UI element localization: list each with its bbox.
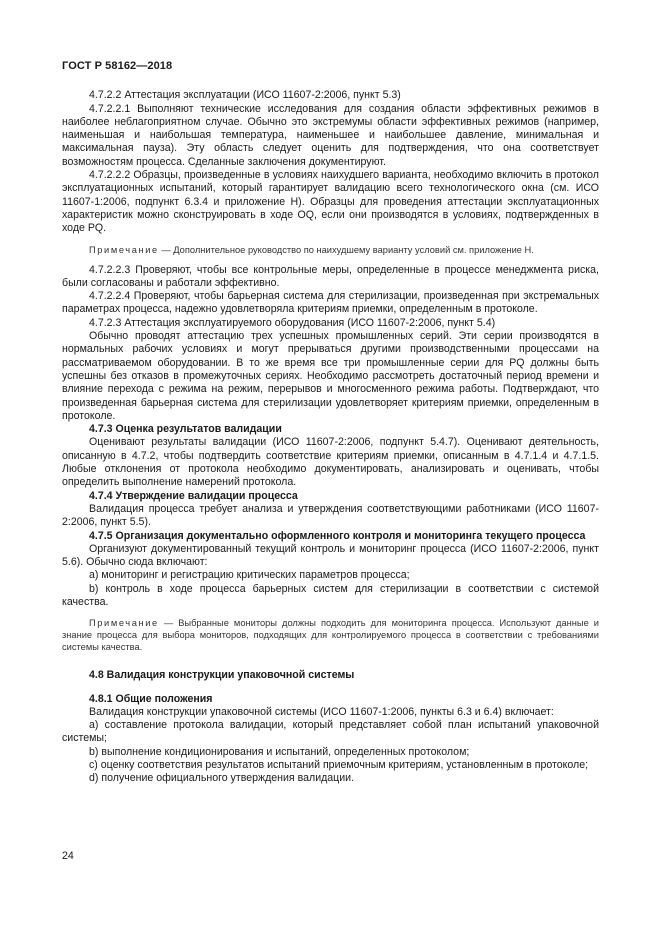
list-item: а) мониторинг и регистрацию критических параметров процесса; <box>89 569 410 582</box>
list-item: а) составление протокола валидации, который представляет собой план испытаний упаковочной системы; <box>62 719 599 745</box>
list-item: d) получение официального утверждения валидации. <box>89 772 355 785</box>
section-heading: 4.7.3 Оценка результатов валидации <box>89 423 282 436</box>
note-label: Примечание <box>89 244 159 255</box>
list-item: b) выполнение кондиционирования и испытаний, определенных протоколом; <box>89 745 470 758</box>
list-item: с) оценку соответствия результатов испытаний приемочным критериям, установленным в протоколе; <box>89 759 589 772</box>
paragraph: Валидация конструкции упаковочной системы (ИСО 11607-1:2006, пункты 6.3 и 6.4) включает: <box>89 705 554 718</box>
paragraph: 4.7.2.2.3 Проверяют, чтобы все контрольные меры, определенные в процессе менеджмента риска, были согласованы и работали эффективно. <box>62 263 599 289</box>
paragraph: 4.7.2.2 Аттестация эксплуатации (ИСО 11607-2:2006, пункт 5.3) <box>89 89 401 102</box>
note <box>62 617 599 653</box>
note-label: Примечание <box>89 618 159 629</box>
paragraph: Обычно проводят аттестацию трех успешных промышленных серий. Эти серии производятся в нормальных рабочих условиях и могут прерываться другими производственными процессами на рассматриваемом оборудовании. В то же время все три промышленные серии для PQ должны быть успешны без отказов в промежуточных сериях. Необходимо рассмотреть достаточный период времени и влияние перехода с режима на режим, перерывов и многосменного режима работы. Подтверждают, что произведенная барьерная система для стерилизации удовлетворяет критериям приемки, определенным в протоколе. <box>62 330 599 422</box>
note-text: — Выбранные мониторы должны подходить для мониторинга процесса. Используют данные и знание процесса для выбора мониторов, подходящих для контролируемого процесса в соответствии с требованиями системы качества. <box>62 618 599 653</box>
paragraph: Валидация процесса требует анализа и утверждения соответствующими работниками (ИСО 11607-2:2006, пункт 5.5). <box>62 502 599 529</box>
document-header: ГОСТ Р 58162—2018 <box>62 60 173 72</box>
paragraph: 4.7.2.3 Аттестация эксплуатируемого оборудования (ИСО 11607-2:2006, пункт 5.4) <box>89 316 496 329</box>
page-number: 24 <box>62 850 74 862</box>
paragraph: 4.7.2.2.4 Проверяют, чтобы барьерная система для стерилизации, произведенная при экстремальных параметрах процесса, надежно удовлетворяла критериям приемки, определенным в протоколе. <box>62 290 599 316</box>
paragraph: 4.7.2.2.1 Выполняют технические исследования для создания области эффективных режимов в наиболее неблагоприятном случае. Обычно это экстремумы области эффективных режимов (например, наименьшая и наибольшая температура, наименьшее и наибольшее давление, минимальная и максимальная пауза). Эту область следует оценить для подтверждения, что она соответствует возможностям процесса. Сделанные заключения документируют. <box>62 102 599 168</box>
note-text: — Дополнительное руководство по наихудшему варианту условий см. приложение Н. <box>158 244 534 255</box>
section-heading: 4.8.1 Общие положения <box>89 692 213 705</box>
paragraph: Оценивают результаты валидации (ИСО 11607-2:2006, подпункт 5.4.7). Оценивают деятельность, описанную в 4.7.2, чтобы подтвердить соответствие критериям приемки, описанным в 4.7.1.4 и 4.7.1.5. Любые отклонения от протокола необходимо документировать, анализировать и оценивать, чтобы определить выполнение намерений протокола. <box>62 436 599 489</box>
section-heading: 4.7.4 Утверждение валидации процесса <box>89 489 298 502</box>
list-item: b) контроль в ходе процесса барьерных систем для стерилизации в соответствии с системой качества. <box>62 582 599 608</box>
note <box>62 244 599 256</box>
section-heading: 4.7.5 Организация документально оформленного контроля и мониторинга текущего процесса <box>89 529 586 542</box>
section-heading: 4.8 Валидация конструкции упаковочной системы <box>89 669 355 682</box>
paragraph: Организуют документированный текущий контроль и мониторинг процесса (ИСО 11607-2:2006, пункт 5.6). Обычно сюда включают: <box>62 542 599 569</box>
paragraph: 4.7.2.2.2 Образцы, произведенные в условиях наихудшего варианта, необходимо включить в протокол эксплуатационных испытаний, который гарантирует валидацию всего технологического окна (см. ИСО 11607-1:2006, подпункт 6.3.4 и приложение Н). Образцы для проведения аттестации эксплуатационных характеристик можно сконструировать в ходе OQ, если они производятся в условиях, подтвержденных в ходе PQ. <box>62 169 599 235</box>
